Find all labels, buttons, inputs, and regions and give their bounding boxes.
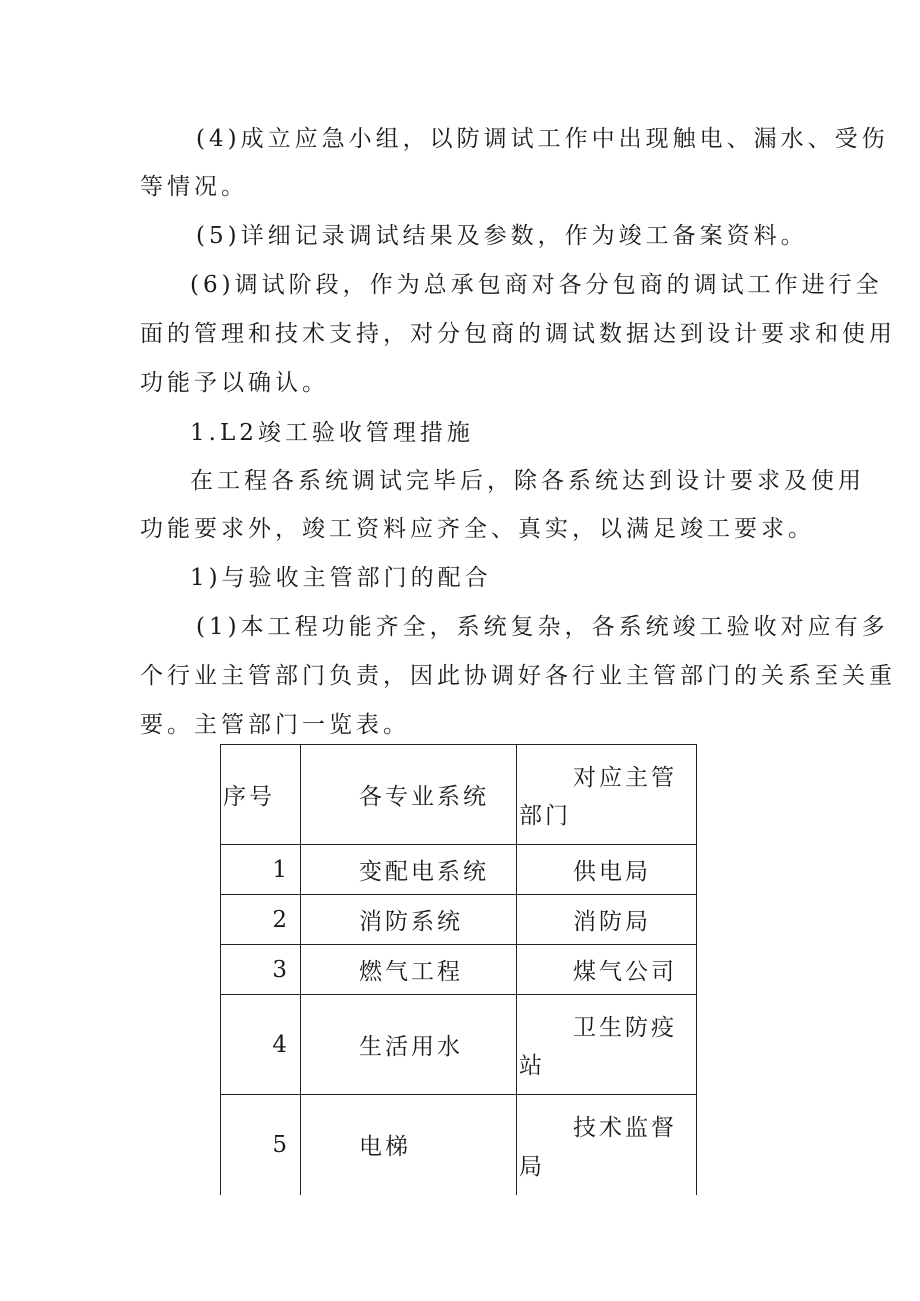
- table-row: [221, 995, 697, 1095]
- row-no: 2: [221, 895, 301, 945]
- row-system: 消防系统: [301, 895, 517, 945]
- table-row: [221, 1095, 697, 1195]
- row-no: 1: [221, 845, 301, 895]
- paragraph-line: (6)调试阶段，作为总承包商对各分包商的调试工作进行全: [190, 272, 883, 298]
- row-dept: 消防局: [517, 895, 697, 945]
- table-row: [221, 845, 697, 895]
- paragraph-line: (4)成立应急小组，以防调试工作中出现触电、漏水、受伤: [196, 126, 889, 152]
- paragraph-line: (5)详细记录调试结果及参数，作为竣工备案资料。: [196, 223, 808, 249]
- table-row: [221, 895, 697, 945]
- paragraph-line: 面的管理和技术支持，对分包商的调试数据达到设计要求和使用: [140, 321, 896, 347]
- paragraph-line: 等情况。: [140, 174, 248, 200]
- row-system: 变配电系统: [301, 845, 517, 895]
- table-header-row: [221, 745, 697, 845]
- row-no: 3: [221, 945, 301, 995]
- row-dept: [517, 1095, 697, 1195]
- paragraph-line: 个行业主管部门负责，因此协调好各行业主管部门的关系至关重: [140, 663, 896, 689]
- row-dept: 煤气公司: [517, 945, 697, 995]
- paragraph-line: (1)本工程功能齐全，系统复杂，各系统竣工验收对应有多: [196, 614, 889, 640]
- header-dept: [517, 745, 697, 845]
- row-dept: [517, 995, 697, 1095]
- paragraph-line: 在工程各系统调试完毕后，除各系统达到设计要求及使用: [190, 468, 865, 494]
- row-dept-line1: 技术监督: [573, 1115, 677, 1141]
- header-dept-line1: 对应主管: [573, 765, 677, 791]
- row-no: 5: [221, 1095, 301, 1195]
- row-system: 电梯: [301, 1095, 517, 1195]
- row-dept: 供电局: [517, 845, 697, 895]
- subsection-heading: 1)与验收主管部门的配合: [190, 565, 492, 591]
- header-dept-line2: 部门: [519, 803, 571, 829]
- header-no: 序号: [221, 745, 301, 845]
- table-row: [221, 945, 697, 995]
- row-system: 生活用水: [301, 995, 517, 1095]
- paragraph-line: 功能予以确认。: [140, 370, 329, 396]
- paragraph-line: 功能要求外，竣工资料应齐全、真实，以满足竣工要求。: [140, 516, 815, 542]
- row-dept-line1: 卫生防疫: [573, 1015, 677, 1041]
- row-no: 4: [221, 995, 301, 1095]
- department-table: [220, 744, 697, 1195]
- row-dept-line2: 站: [519, 1053, 545, 1079]
- row-system: 燃气工程: [301, 945, 517, 995]
- header-system: 各专业系统: [301, 745, 517, 845]
- paragraph-line: 要。主管部门一览表。: [140, 712, 410, 738]
- section-heading: 1.L2竣工验收管理措施: [190, 420, 474, 446]
- row-dept-line2: 局: [519, 1153, 545, 1180]
